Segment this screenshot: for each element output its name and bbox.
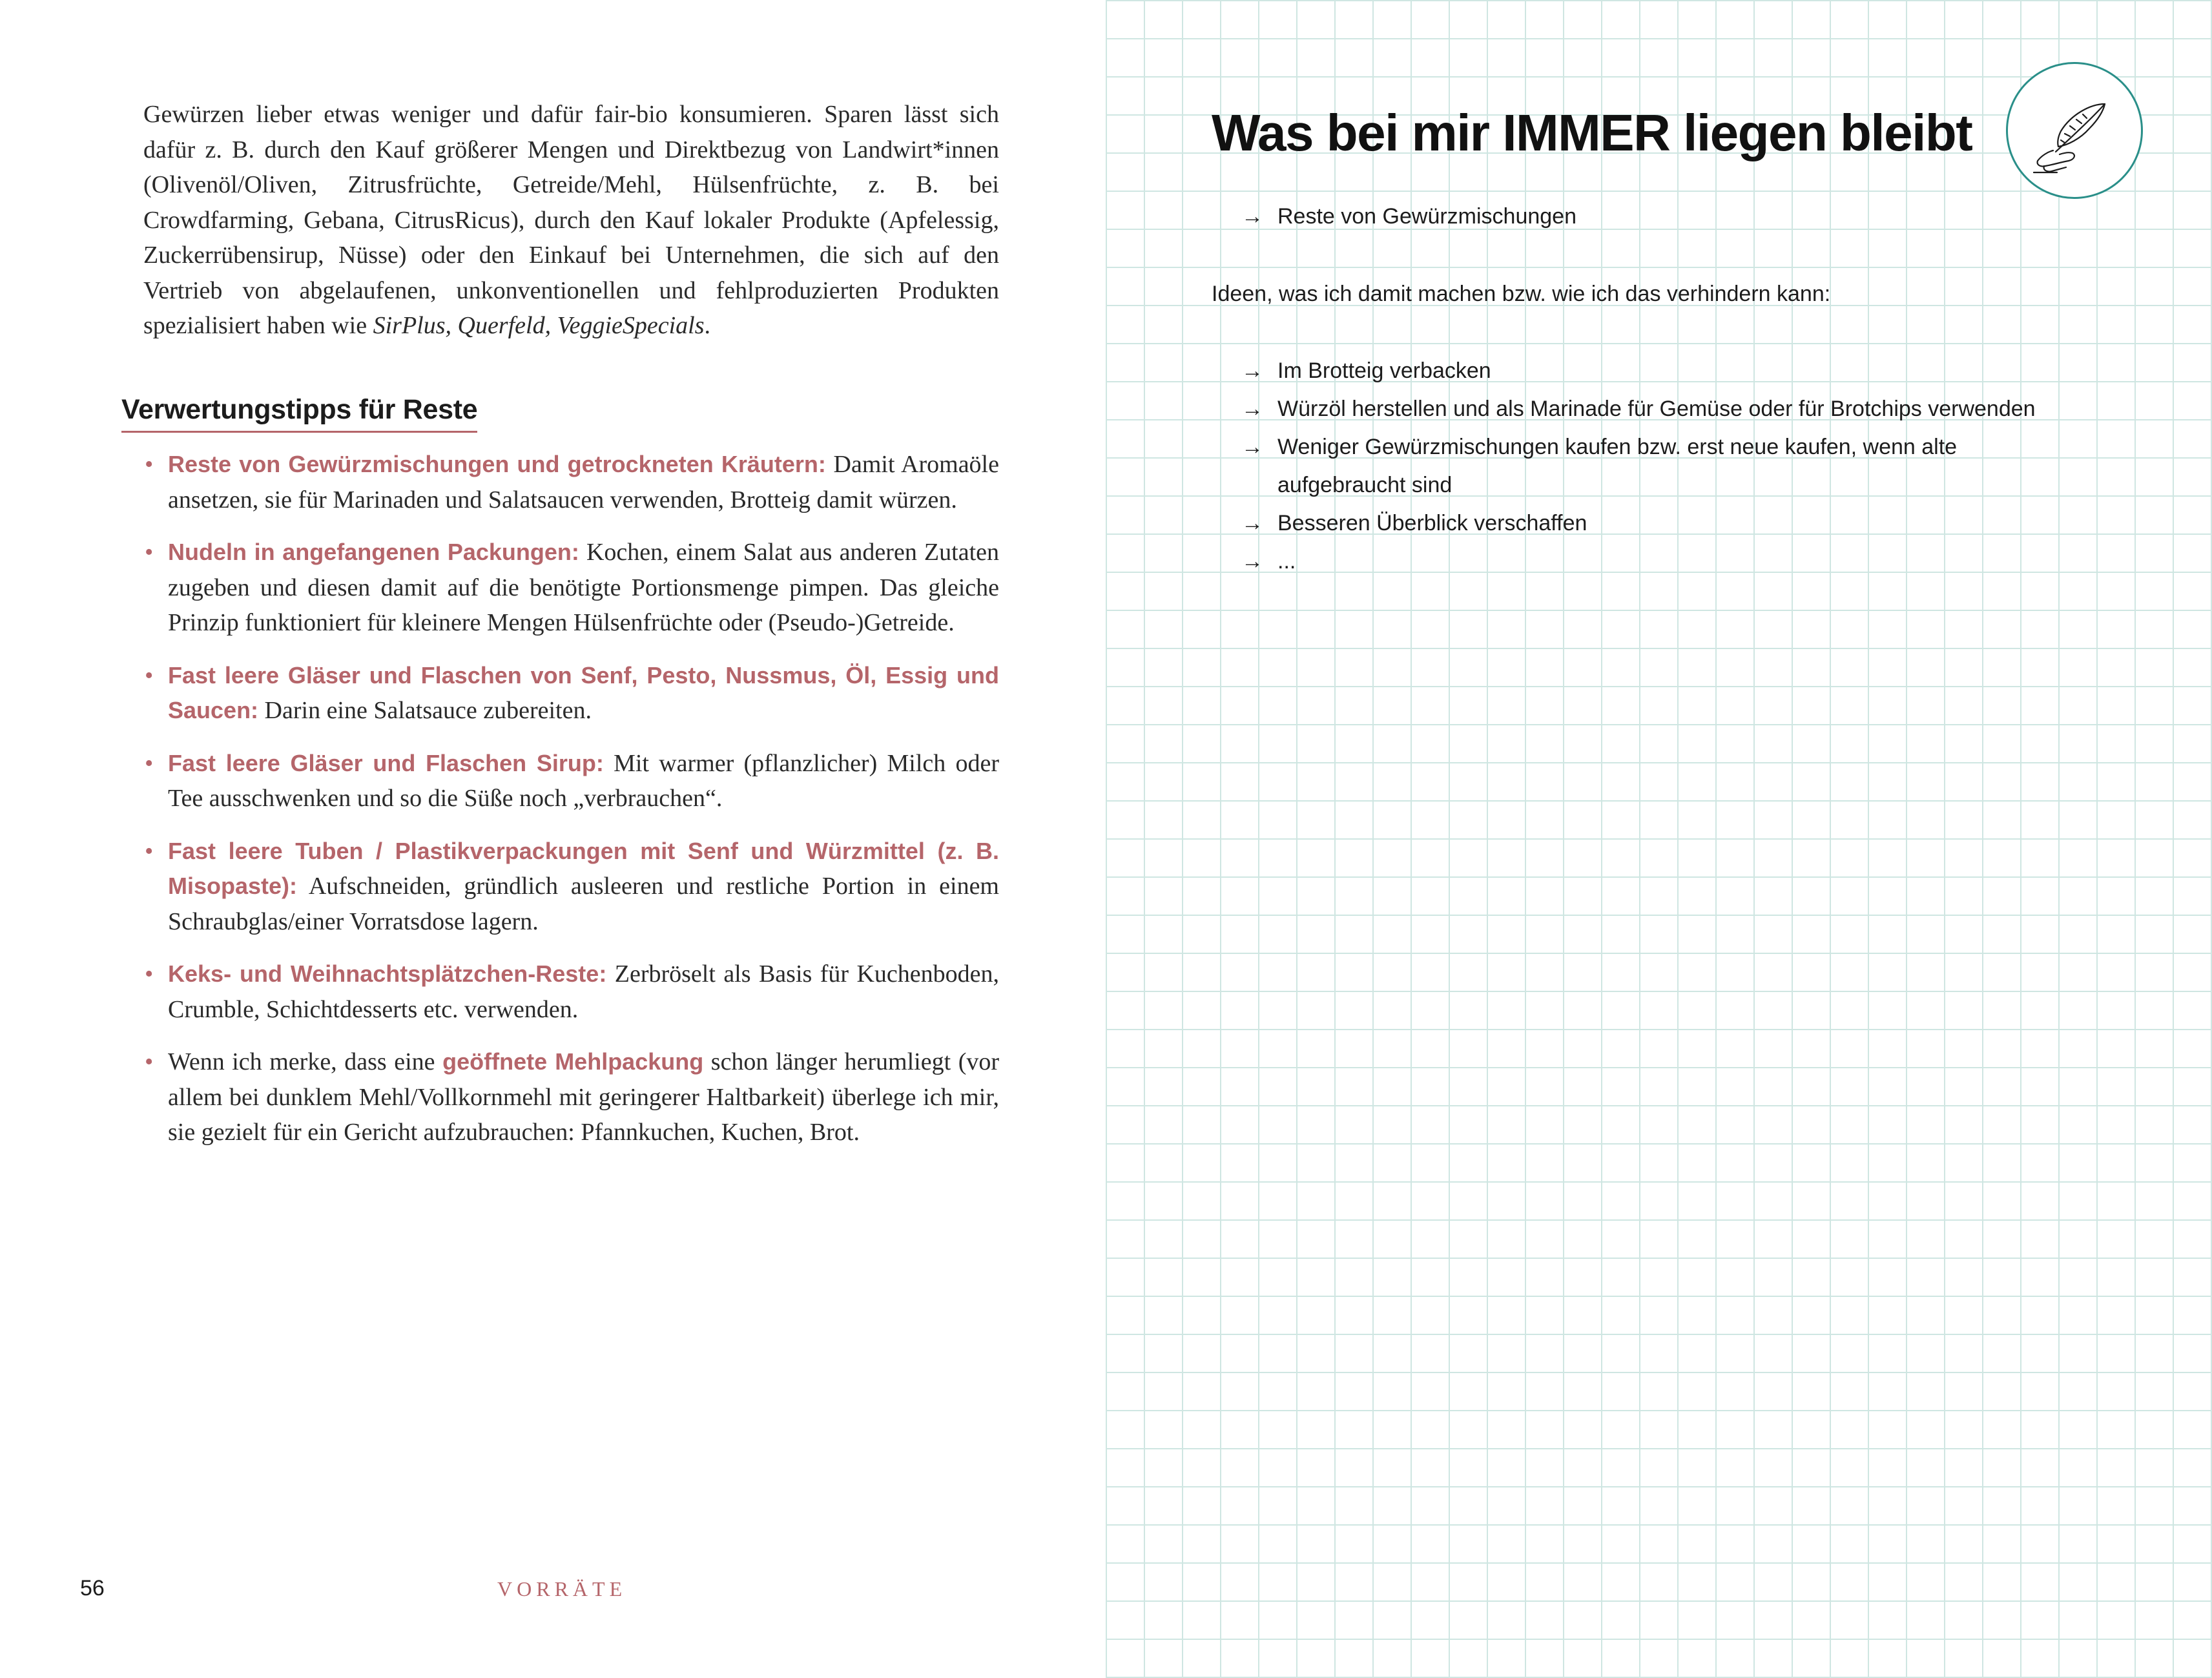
intro-company-names: SirPlus, Querfeld, VeggieSpecials (373, 312, 705, 339)
intro-end: . (704, 312, 711, 339)
tip-highlight: Fast leere Gläser und Flaschen Sirup: (168, 749, 604, 776)
bullet-icon: • (145, 451, 154, 478)
list-item (1241, 352, 2117, 390)
tip-text: Mit warmer (pflanzlicher) Milch oder Tee ausschwenken und so die Süße noch „verbrauchen“. (168, 749, 999, 812)
arrow-right-icon: → (1241, 204, 1263, 229)
tip-text: schon länger herumliegt (vor allem bei dunklem Mehl/Vollkornmehl mit geringerer Haltbarkeit) überlege ich mir, sie gezielt für ein Gericht aufzubrauchen: Pfannkuchen, Kuchen, Brot. (168, 1048, 999, 1146)
list-item (143, 957, 999, 1027)
arrow-right-icon: → (1241, 511, 1263, 535)
quill-badge (2006, 62, 2143, 199)
tip-text: Damit Aromaöle ansetzen, sie für Marinaden und Salatsaucen verwenden, Brotteig damit würzen. (168, 451, 999, 513)
tip-text: Wenn ich merke, dass eine (168, 1048, 443, 1075)
list-item (143, 447, 999, 517)
list-item (143, 834, 999, 940)
tip-highlight: Nudeln in angefangenen Packungen: (168, 539, 579, 565)
list-item (1241, 198, 2117, 236)
tip-highlight: Reste von Gewürzmischungen und getrockneten Kräutern: (168, 451, 826, 477)
section-heading: Verwertungstipps für Reste (121, 394, 477, 433)
list-item (143, 535, 999, 641)
tip-text: Aufschneiden, gründlich ausleeren und restliche Portion in einem Schraubglas/einer Vorratsdose lagern. (168, 873, 999, 935)
list-item (1241, 504, 2117, 543)
idea-text: Weniger Gewürzmischungen kaufen bzw. erst neue kaufen, wenn alte aufgebraucht sind (1277, 435, 1958, 497)
bullet-icon: • (145, 960, 154, 988)
bullet-icon: • (145, 837, 154, 865)
idea-text: Im Brotteig verbacken (1277, 358, 1491, 383)
arrow-right-icon: → (1241, 358, 1263, 383)
quill-icon (2008, 64, 2141, 197)
idea-text: ... (1277, 549, 1296, 574)
tip-highlight: geöffnete Mehlpackung (442, 1048, 704, 1075)
list-item (143, 746, 999, 816)
intro-text: Gewürzen lieber etwas weniger und dafür fair-bio konsumieren. Sparen lässt sich dafür z. B. durch den Kauf größerer Mengen und Direktbezug von Landwirt*innen (Olivenöl/Oliven, Zitrusfrüchte, Getreide/Mehl, Hülsenfrüchte, z. B. bei Crowdfarming, Gebana, CitrusRicus), durch den Kauf lokaler Produkte (Apfelessig, Zuckerrübensirup, Nüsse) oder den Einkauf bei Unternehmen, die sich auf den Vertrieb von abgelaufenen, unkonventionellen und fehlproduzierten Produkten spezialisiert haben wie (143, 101, 999, 339)
tip-text: Zerbröselt als Basis für Kuchenboden, Crumble, Schichtdesserts etc. verwenden. (168, 960, 999, 1023)
ideas-label: Ideen, was ich damit machen bzw. wie ich das verhindern kann: (1212, 282, 1831, 306)
tip-highlight: Fast leere Tuben / Plastikverpackungen mit Senf und Würzmittel (z. B. Misopaste): (168, 837, 999, 899)
leftover-item: Reste von Gewürzmischungen (1277, 204, 1577, 229)
right-page (1106, 0, 2212, 1678)
bullet-icon: • (145, 539, 154, 566)
list-item (143, 658, 999, 729)
arrow-right-icon: → (1241, 397, 1263, 421)
tips-list (143, 447, 999, 1168)
bullet-icon: • (145, 661, 154, 689)
arrow-right-icon: → (1241, 435, 1263, 459)
page-number: 56 (80, 1576, 105, 1600)
tip-text: Darin eine Salatsauce zubereiten. (258, 697, 592, 724)
idea-text: Besseren Überblick verschaffen (1277, 511, 1587, 535)
list-item (1241, 543, 2117, 581)
page-title: Was bei mir IMMER liegen bleibt (1212, 104, 1972, 161)
list-item (1241, 390, 2117, 428)
tip-text: Kochen, einem Salat aus anderen Zutaten zugeben und diesen damit auf die benötigte Portionsmenge pimpen. Das gleiche Prinzip funktioniert für kleinere Mengen Hülsenfrüchte oder (Pseudo-)Getreide. (168, 539, 999, 636)
intro-paragraph (143, 97, 999, 344)
list-item (143, 1044, 999, 1150)
bullet-icon: • (145, 749, 154, 777)
list-item (1241, 428, 1969, 504)
running-title: VORRÄTE (497, 1577, 627, 1600)
tip-highlight: Fast leere Gläser und Flaschen von Senf, Pesto, Nussmus, Öl, Essig und Saucen: (168, 661, 999, 723)
idea-text: Würzöl herstellen und als Marinade für Gemüse oder für Brotchips verwenden (1277, 397, 2036, 421)
tip-highlight: Keks- und Weihnachtsplätzchen-Reste: (168, 960, 607, 987)
bullet-icon: • (145, 1048, 154, 1075)
arrow-right-icon: → (1241, 549, 1263, 574)
